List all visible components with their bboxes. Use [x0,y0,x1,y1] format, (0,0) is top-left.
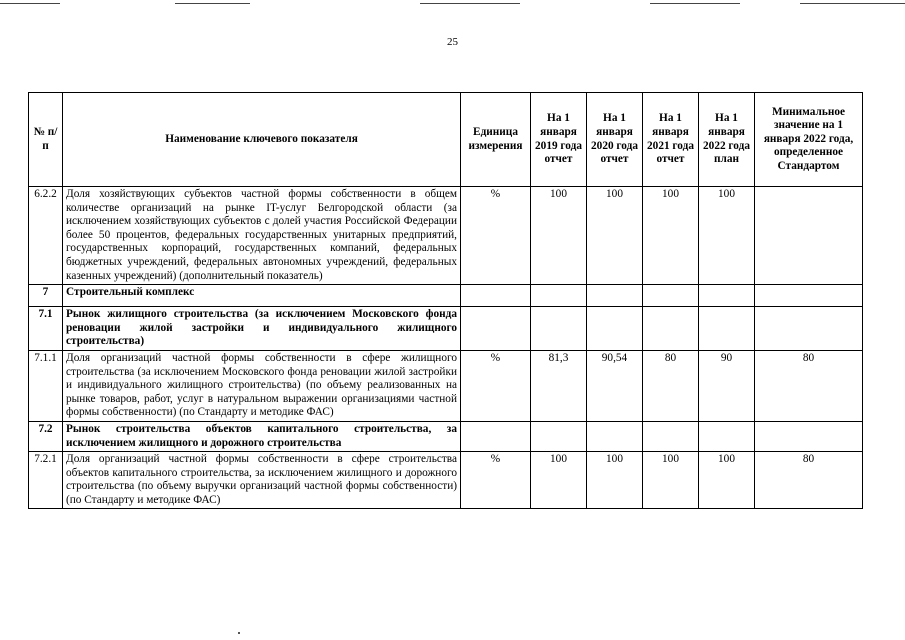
row-min [755,285,863,307]
row-num: 7.1.1 [29,350,63,421]
row-2021 [643,285,699,307]
table-row-section [29,421,863,451]
row-2022: 100 [699,187,755,285]
row-name: Рынок жилищного строительства (за исключением Московского фонда реновации жилой застройки и индивидуального жилищного строительства) [63,307,461,351]
table-row [29,452,863,509]
row-2020 [587,421,643,451]
row-num: 7 [29,285,63,307]
row-2022: 100 [699,452,755,509]
row-2019 [531,307,587,351]
row-2020: 100 [587,187,643,285]
row-2022 [699,421,755,451]
row-num: 7.2 [29,421,63,451]
header-name: Наименование ключевого показателя [63,93,461,187]
header-num: № п/п [29,93,63,187]
scan-edge-line [800,3,905,4]
header-unit: Единица измерения [461,93,531,187]
row-2020 [587,285,643,307]
header-2020: На 1 января 2020 года отчет [587,93,643,187]
row-name: Строительный комплекс [63,285,461,307]
row-min [755,421,863,451]
row-2022: 90 [699,350,755,421]
row-2019: 100 [531,187,587,285]
row-num: 7.2.1 [29,452,63,509]
row-2020 [587,307,643,351]
row-2020: 100 [587,452,643,509]
row-2019: 100 [531,452,587,509]
row-name: Доля организаций частной формы собственности в сфере жилищного строительства (за исключением Московского фонда реновации жилой застройки и индивидуального жилищного строительства) (по объему реализованных на рынке товаров, работ, услуг в натуральном выражении организациями частной формы собственности) (по Стандарту и методике ФАС) [63,350,461,421]
indicators-table [28,92,863,509]
row-unit: % [461,452,531,509]
row-num: 7.1 [29,307,63,351]
row-name: Доля хозяйствующих субъектов частной формы собственности в общем количестве организаций на рынке IT-услуг Белгородской области (за исключением хозяйствующих субъектов с долей участия Российской Федерации более 50 процентов, федеральных государственных унитарных предприятий, государственных корпораций, государственных компаний, федеральных бюджетных учреждений, федеральных автономных учреждений, федеральных казенных учреждений) (дополнительный показатель) [63,187,461,285]
row-min [755,307,863,351]
row-2022 [699,307,755,351]
row-2019 [531,285,587,307]
row-unit [461,285,531,307]
row-2021 [643,421,699,451]
row-2021 [643,307,699,351]
table-row [29,350,863,421]
header-2021: На 1 января 2021 года отчет [643,93,699,187]
table-header-row [29,93,863,187]
table-row [29,187,863,285]
row-min: 80 [755,350,863,421]
header-min: Минимальное значение на 1 января 2022 года, определенное Стандартом [755,93,863,187]
row-unit [461,307,531,351]
row-min [755,187,863,285]
scan-edge-line [0,3,60,4]
row-num: 6.2.2 [29,187,63,285]
row-2021: 100 [643,452,699,509]
row-2021: 100 [643,187,699,285]
scan-edge-line [175,3,250,4]
header-2019: На 1 января 2019 года отчет [531,93,587,187]
scan-edge-line [420,3,520,4]
row-unit [461,421,531,451]
page-number: 25 [447,36,458,48]
scan-edge-line [650,3,740,4]
row-unit: % [461,187,531,285]
row-2019 [531,421,587,451]
row-2020: 90,54 [587,350,643,421]
row-name: Рынок строительства объектов капитального строительства, за исключением жилищного и дорожного строительства [63,421,461,451]
row-name: Доля организаций частной формы собственности в сфере строительства объектов капитального строительства, за исключением жилищного и дорожного строительства (по объему выручки организаций частной формы собственности) (по Стандарту и методике ФАС) [63,452,461,509]
row-unit: % [461,350,531,421]
row-2019: 81,3 [531,350,587,421]
table-row-section [29,285,863,307]
row-2022 [699,285,755,307]
header-2022: На 1 января 2022 года план [699,93,755,187]
table-row-section [29,307,863,351]
scan-speck [238,632,240,634]
row-2021: 80 [643,350,699,421]
row-min: 80 [755,452,863,509]
